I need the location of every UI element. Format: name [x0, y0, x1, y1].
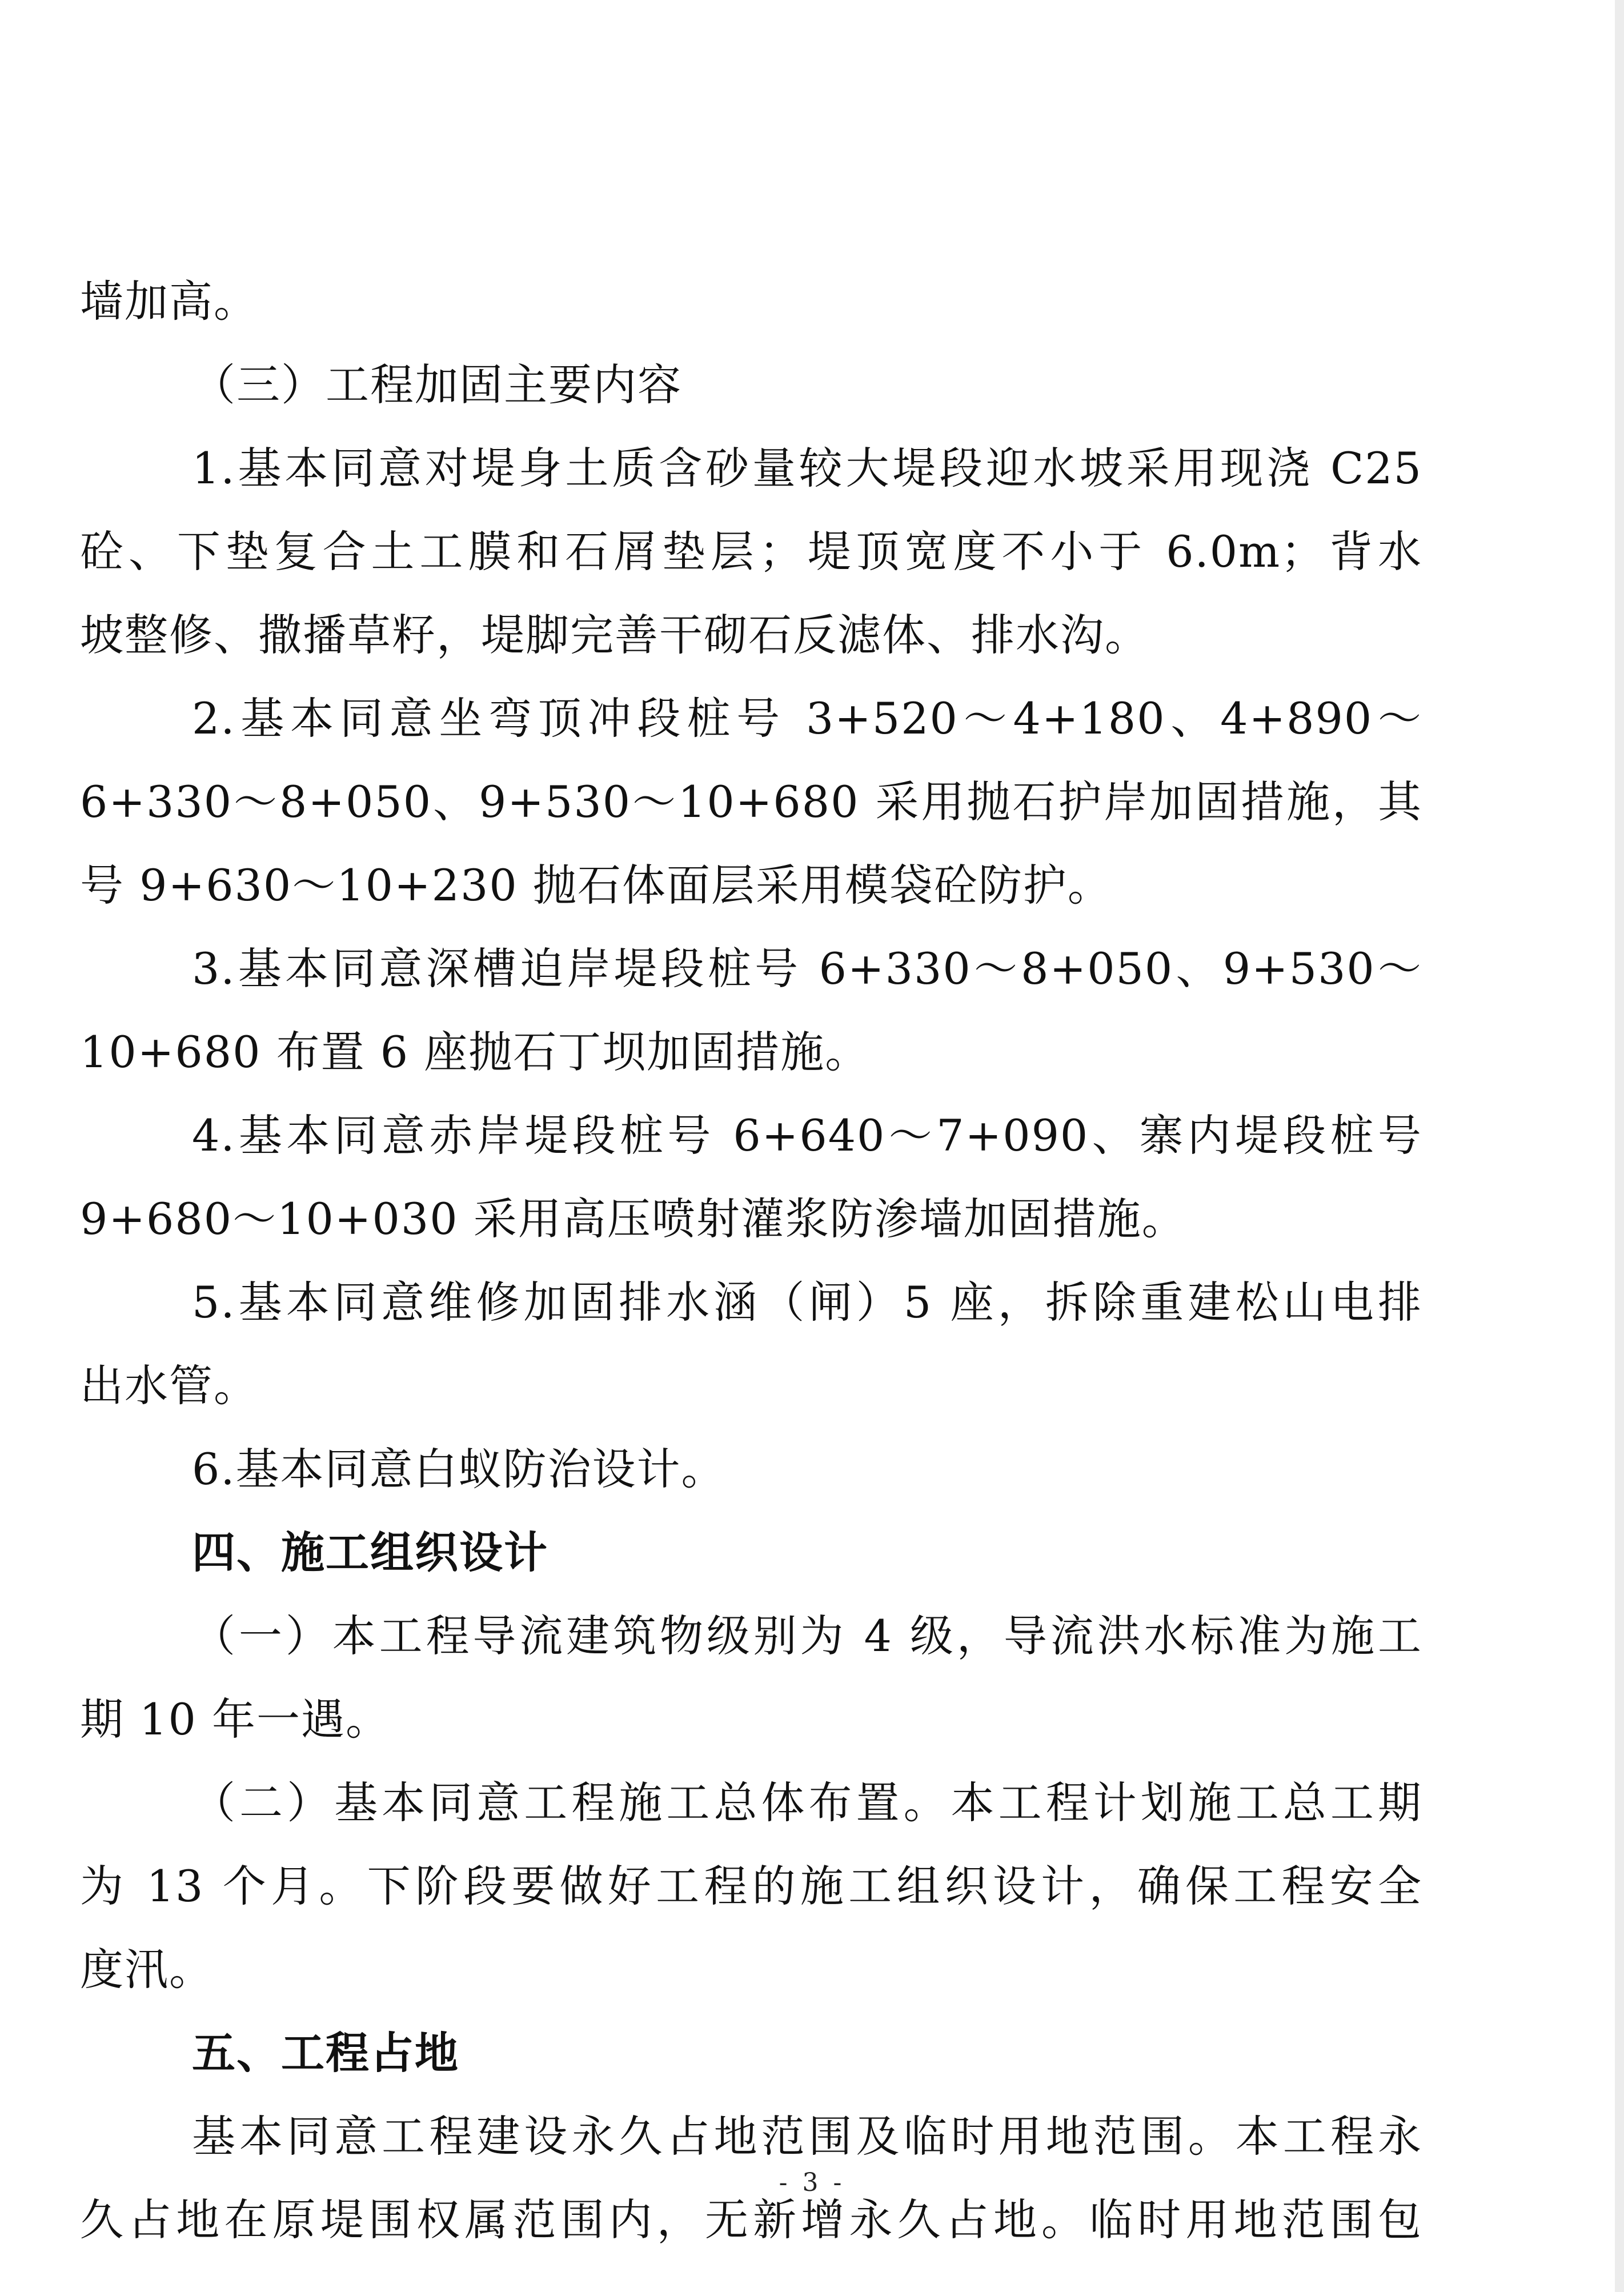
text-line: 6.基本同意白蚁防治设计。	[192, 1444, 726, 1494]
text-line: 基本同意工程建设永久占地范围及临时用地范围。本工程永	[192, 2111, 1422, 2162]
text-line: 砼、下垫复合土工膜和石屑垫层；堤顶宽度不小于 6.0m；背水	[80, 526, 1422, 577]
text-line: 6+330～8+050、9+530～10+680 采用抛石护岸加固措施，其	[80, 776, 1422, 827]
page-number: - 3 -	[779, 2168, 845, 2197]
text-line: 9+680～10+030 采用高压喷射灌浆防渗墙加固措施。	[80, 1193, 1186, 1244]
text-line: 为 13 个月。下阶段要做好工程的施工组织设计，确保工程安全	[80, 1861, 1422, 1912]
section-heading: （三）工程加固主要内容	[192, 359, 682, 410]
text-line: 4.基本同意赤岸堤段桩号 6+640～7+090、寨内堤段桩号	[192, 1110, 1422, 1161]
text-line: 期 10 年一遇。	[80, 1694, 391, 1745]
text-line: 坡整修、撒播草籽，堤脚完善干砌石反滤体、排水沟。	[80, 610, 1149, 660]
text-line: 度汛。	[80, 1944, 214, 1995]
text-line: 3.基本同意深槽迫岸堤段桩号 6+330～8+050、9+530～	[192, 943, 1422, 994]
text-line: 号 9+630～10+230 抛石体面层采用模袋砼防护。	[80, 860, 1112, 911]
text-line: 久占地在原堤围权属范围内，无新增永久占地。临时用地范围包	[80, 2194, 1422, 2245]
document-body	[80, 260, 1422, 2262]
section-heading: 五、工程占地	[192, 2027, 459, 2078]
text-line: 1.基本同意对堤身土质含砂量较大堤段迎水坡采用现浇 C25	[192, 443, 1422, 494]
text-line: 2.基本同意坐弯顶冲段桩号 3+520～4+180、4+890～	[192, 693, 1422, 744]
text-line: （二）基本同意工程施工总体布置。本工程计划施工总工期	[192, 1777, 1422, 1828]
text-line: 5.基本同意维修加固排水涵（闸）5 座，拆除重建松山电排	[192, 1277, 1422, 1328]
text-line: 10+680 布置 6 座抛石丁坝加固措施。	[80, 1027, 870, 1077]
section-heading: 四、施工组织设计	[192, 1527, 548, 1578]
scan-edge-strip	[1615, 0, 1624, 2292]
text-line: 出水管。	[80, 1360, 258, 1411]
text-line: （一）本工程导流建筑物级别为 4 级，导流洪水标准为施工	[192, 1610, 1422, 1661]
text-line: 墙加高。	[80, 276, 258, 327]
